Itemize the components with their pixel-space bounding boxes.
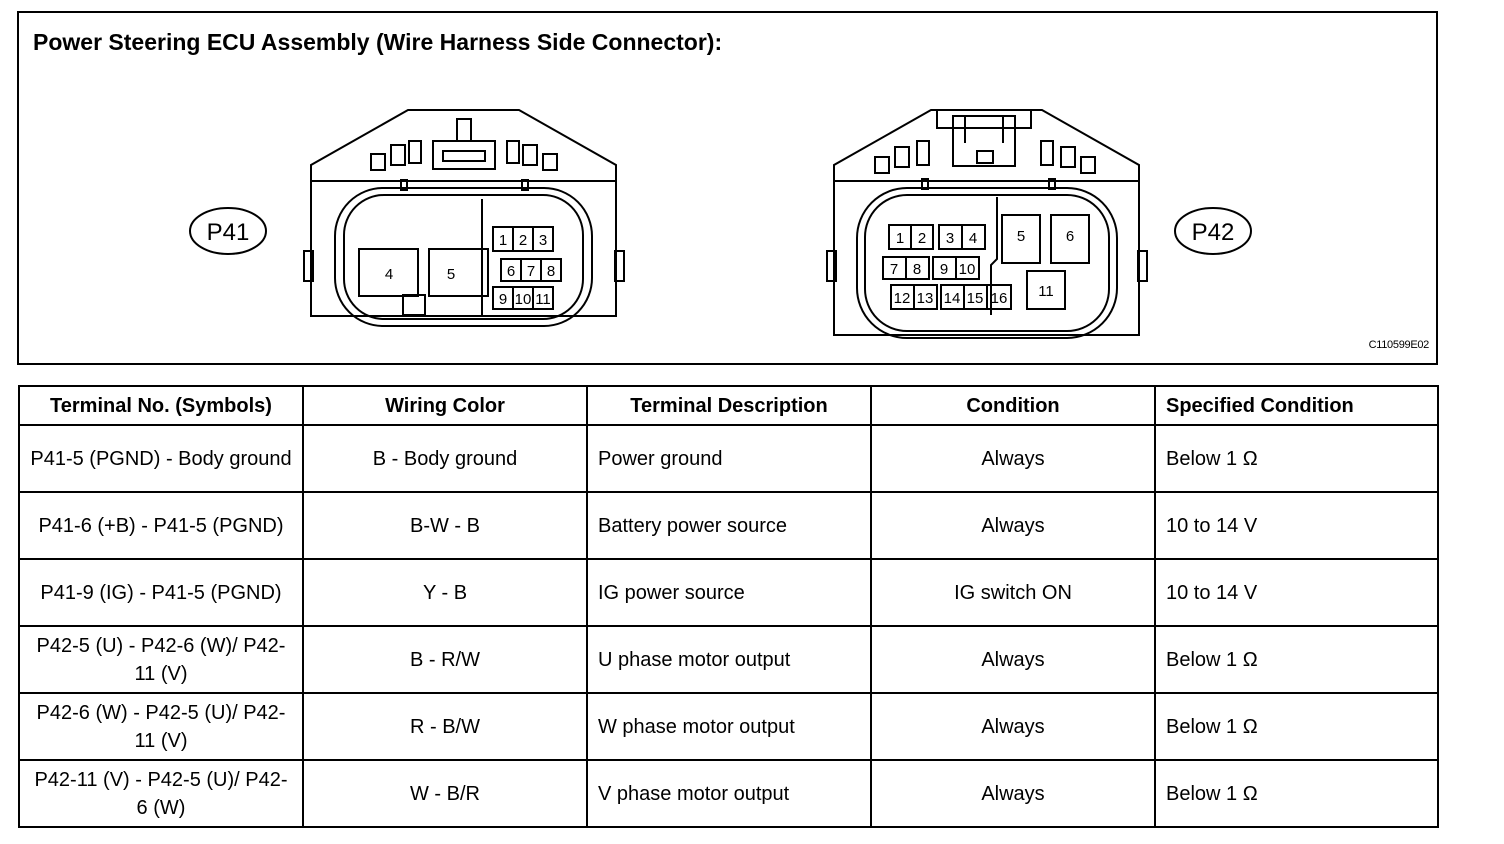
header-wiring-color: Wiring Color	[303, 386, 587, 425]
terminal-spec-table	[18, 385, 1439, 828]
p41-terminal-9: 9	[498, 291, 508, 308]
cell-description: IG power source	[587, 559, 871, 626]
p42-terminal-4: 4	[968, 230, 978, 247]
cell-specified: Below 1 Ω	[1155, 626, 1438, 693]
p42-terminal-14: 14	[943, 290, 961, 307]
table-row	[19, 559, 1438, 626]
cell-specified: 10 to 14 V	[1155, 492, 1438, 559]
header-specified: Specified Condition	[1155, 386, 1438, 425]
cell-condition: Always	[871, 760, 1155, 827]
p42-terminal-15: 15	[966, 290, 984, 307]
p41-terminal-8: 8	[546, 263, 556, 280]
table-header-row	[19, 386, 1438, 425]
p42-connector	[827, 110, 1147, 338]
p42-terminal-2: 2	[917, 230, 927, 247]
connector-diagram	[19, 13, 1436, 363]
p42-terminal-8: 8	[912, 261, 922, 278]
figure-title: Power Steering ECU Assembly (Wire Harness Side Connector):	[33, 29, 723, 55]
p42-terminal-9: 9	[939, 261, 949, 278]
p41-terminal-5: 5	[446, 266, 456, 283]
p42-label-oval	[1175, 208, 1251, 254]
p42-terminal-12: 12	[893, 290, 911, 307]
cell-terminal: P42-5 (U) - P42-6 (W)/ P42-11 (V)	[19, 626, 303, 693]
cell-wiring-color: Y - B	[303, 559, 587, 626]
header-condition: Condition	[871, 386, 1155, 425]
cell-condition: Always	[871, 693, 1155, 760]
table-row	[19, 626, 1438, 693]
cell-condition: Always	[871, 492, 1155, 559]
table-row	[19, 760, 1438, 827]
cell-terminal: P42-6 (W) - P42-5 (U)/ P42-11 (V)	[19, 693, 303, 760]
p42-terminal-11: 11	[1038, 283, 1054, 300]
cell-wiring-color: B-W - B	[303, 492, 587, 559]
cell-wiring-color: R - B/W	[303, 693, 587, 760]
p42-terminal-16: 16	[990, 290, 1008, 307]
cell-condition: Always	[871, 425, 1155, 492]
cell-specified: Below 1 Ω	[1155, 760, 1438, 827]
figure-code: C110599E02	[1368, 339, 1429, 351]
cell-description: Battery power source	[587, 492, 871, 559]
cell-terminal: P41-9 (IG) - P41-5 (PGND)	[19, 559, 303, 626]
p41-terminal-4: 4	[384, 266, 394, 283]
table-row	[19, 693, 1438, 760]
header-terminal: Terminal No. (Symbols)	[19, 386, 303, 425]
cell-description: V phase motor output	[587, 760, 871, 827]
table-row	[19, 492, 1438, 559]
p41-terminal-1: 1	[498, 232, 508, 249]
cell-description: U phase motor output	[587, 626, 871, 693]
cell-description: W phase motor output	[587, 693, 871, 760]
p41-terminal-3: 3	[538, 232, 548, 249]
cell-terminal: P42-11 (V) - P42-5 (U)/ P42-6 (W)	[19, 760, 303, 827]
table-row	[19, 425, 1438, 492]
cell-wiring-color: B - Body ground	[303, 425, 587, 492]
cell-terminal: P41-5 (PGND) - Body ground	[19, 425, 303, 492]
p41-label-oval	[190, 208, 266, 254]
cell-specified: 10 to 14 V	[1155, 559, 1438, 626]
p42-terminal-13: 13	[916, 290, 934, 307]
cell-wiring-color: W - B/R	[303, 760, 587, 827]
cell-wiring-color: B - R/W	[303, 626, 587, 693]
p41-terminal-11: 11	[535, 291, 551, 308]
p42-terminal-6: 6	[1065, 228, 1075, 245]
cell-description: Power ground	[587, 425, 871, 492]
p42-terminal-1: 1	[895, 230, 905, 247]
header-description: Terminal Description	[587, 386, 871, 425]
cell-terminal: P41-6 (+B) - P41-5 (PGND)	[19, 492, 303, 559]
p41-terminal-7: 7	[526, 263, 536, 280]
p42-terminal-3: 3	[945, 230, 955, 247]
cell-condition: IG switch ON	[871, 559, 1155, 626]
p41-terminal-6: 6	[506, 263, 516, 280]
p41-label: P41	[206, 219, 250, 246]
p42-label: P42	[1191, 219, 1235, 246]
p41-terminal-10: 10	[514, 291, 532, 308]
cell-condition: Always	[871, 626, 1155, 693]
connector-figure	[17, 11, 1438, 365]
cell-specified: Below 1 Ω	[1155, 425, 1438, 492]
p42-terminal-10: 10	[958, 261, 976, 278]
p42-terminal-7: 7	[889, 261, 899, 278]
p42-terminal-5: 5	[1016, 228, 1026, 245]
cell-specified: Below 1 Ω	[1155, 693, 1438, 760]
p41-connector	[304, 110, 624, 326]
p41-terminal-2: 2	[518, 232, 528, 249]
